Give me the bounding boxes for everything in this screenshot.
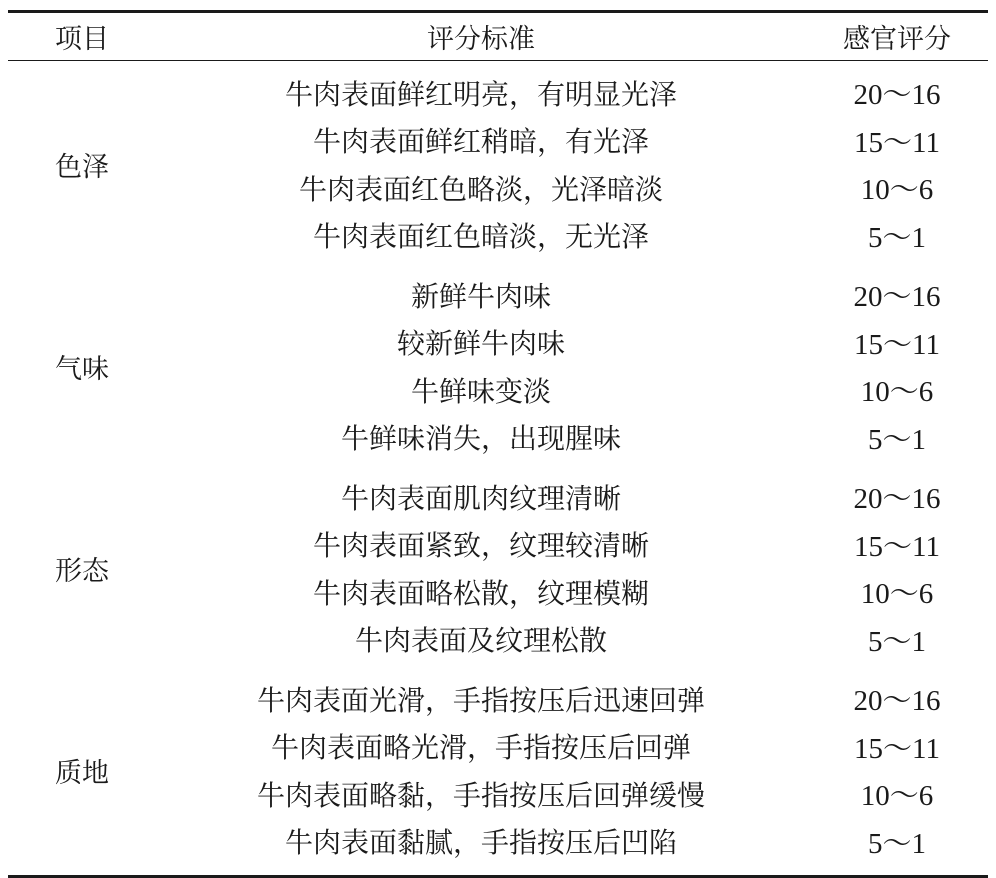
criteria-cell: 牛肉表面紧致，纹理较清晰 [312, 529, 649, 563]
criteria-cell: 牛肉表面红色略淡，光泽暗淡 [298, 172, 663, 206]
table-row [156, 616, 988, 664]
table-row [156, 212, 988, 260]
criteria-cell: 牛肉表面肌肉纹理清晰 [340, 481, 621, 515]
table-row [156, 366, 988, 414]
group-label: 气味 [55, 353, 109, 385]
table-row [156, 271, 988, 319]
score-cell: 15～11 [854, 530, 940, 563]
table-row [156, 818, 988, 866]
table-row [156, 675, 988, 723]
group-rows [156, 265, 988, 467]
score-cell: 10～6 [860, 578, 934, 611]
criteria-cell: 牛肉表面略光滑，手指按压后回弹 [270, 731, 691, 765]
table-row [156, 473, 988, 521]
sensory-score-table [8, 10, 988, 878]
criteria-cell: 牛肉表面鲜红明亮，有明显光泽 [284, 77, 677, 111]
table-group [8, 265, 988, 467]
table-row [156, 770, 988, 818]
criteria-cell: 新鲜牛肉味 [410, 279, 551, 313]
table-header [8, 13, 988, 60]
score-cell: 10～6 [860, 780, 934, 813]
criteria-cell: 牛鲜味消失，出现腥味 [340, 422, 621, 456]
criteria-cell: 牛肉表面黏腻，手指按压后凹陷 [284, 826, 677, 860]
score-cell: 5～1 [867, 423, 926, 456]
table-row [156, 568, 988, 616]
criteria-cell: 较新鲜牛肉味 [396, 327, 565, 361]
score-cell: 5～1 [867, 827, 926, 860]
score-cell: 20～16 [853, 483, 941, 516]
criteria-cell: 牛肉表面红色暗淡，无光泽 [312, 220, 649, 254]
group-rows [156, 669, 988, 871]
table-row [156, 319, 988, 367]
header-criteria: 评分标准 [427, 24, 535, 55]
score-cell: 5～1 [867, 625, 926, 658]
group-rows [156, 467, 988, 669]
table-row [156, 414, 988, 462]
criteria-cell: 牛肉表面鲜红稍暗，有光泽 [312, 125, 649, 159]
score-cell: 20～16 [853, 281, 941, 314]
score-cell: 5～1 [867, 221, 926, 254]
criteria-cell: 牛鲜味变淡 [410, 374, 551, 408]
group-label: 形态 [55, 555, 109, 587]
score-cell: 10～6 [860, 174, 934, 207]
score-cell: 15～11 [854, 328, 940, 361]
score-cell: 20～16 [853, 685, 941, 718]
criteria-cell: 牛肉表面略黏，手指按压后回弹缓慢 [256, 778, 705, 812]
table-row [156, 521, 988, 569]
table-group [8, 63, 988, 265]
table-row [156, 117, 988, 165]
header-score: 感官评分 [843, 24, 951, 55]
group-rows [156, 63, 988, 265]
table-row [156, 69, 988, 117]
score-cell: 15～11 [854, 126, 940, 159]
table-row [156, 164, 988, 212]
table-group [8, 467, 988, 669]
table-group [8, 669, 988, 871]
table-row [156, 723, 988, 771]
table-body [8, 61, 988, 871]
header-item: 项目 [55, 24, 109, 55]
group-label: 质地 [55, 757, 109, 789]
group-label: 色泽 [55, 151, 109, 183]
score-cell: 15～11 [854, 732, 940, 765]
criteria-cell: 牛肉表面光滑，手指按压后迅速回弹 [256, 683, 705, 717]
score-cell: 20～16 [853, 79, 941, 112]
score-cell: 10～6 [860, 376, 934, 409]
criteria-cell: 牛肉表面略松散，纹理模糊 [312, 576, 649, 610]
criteria-cell: 牛肉表面及纹理松散 [354, 624, 607, 658]
